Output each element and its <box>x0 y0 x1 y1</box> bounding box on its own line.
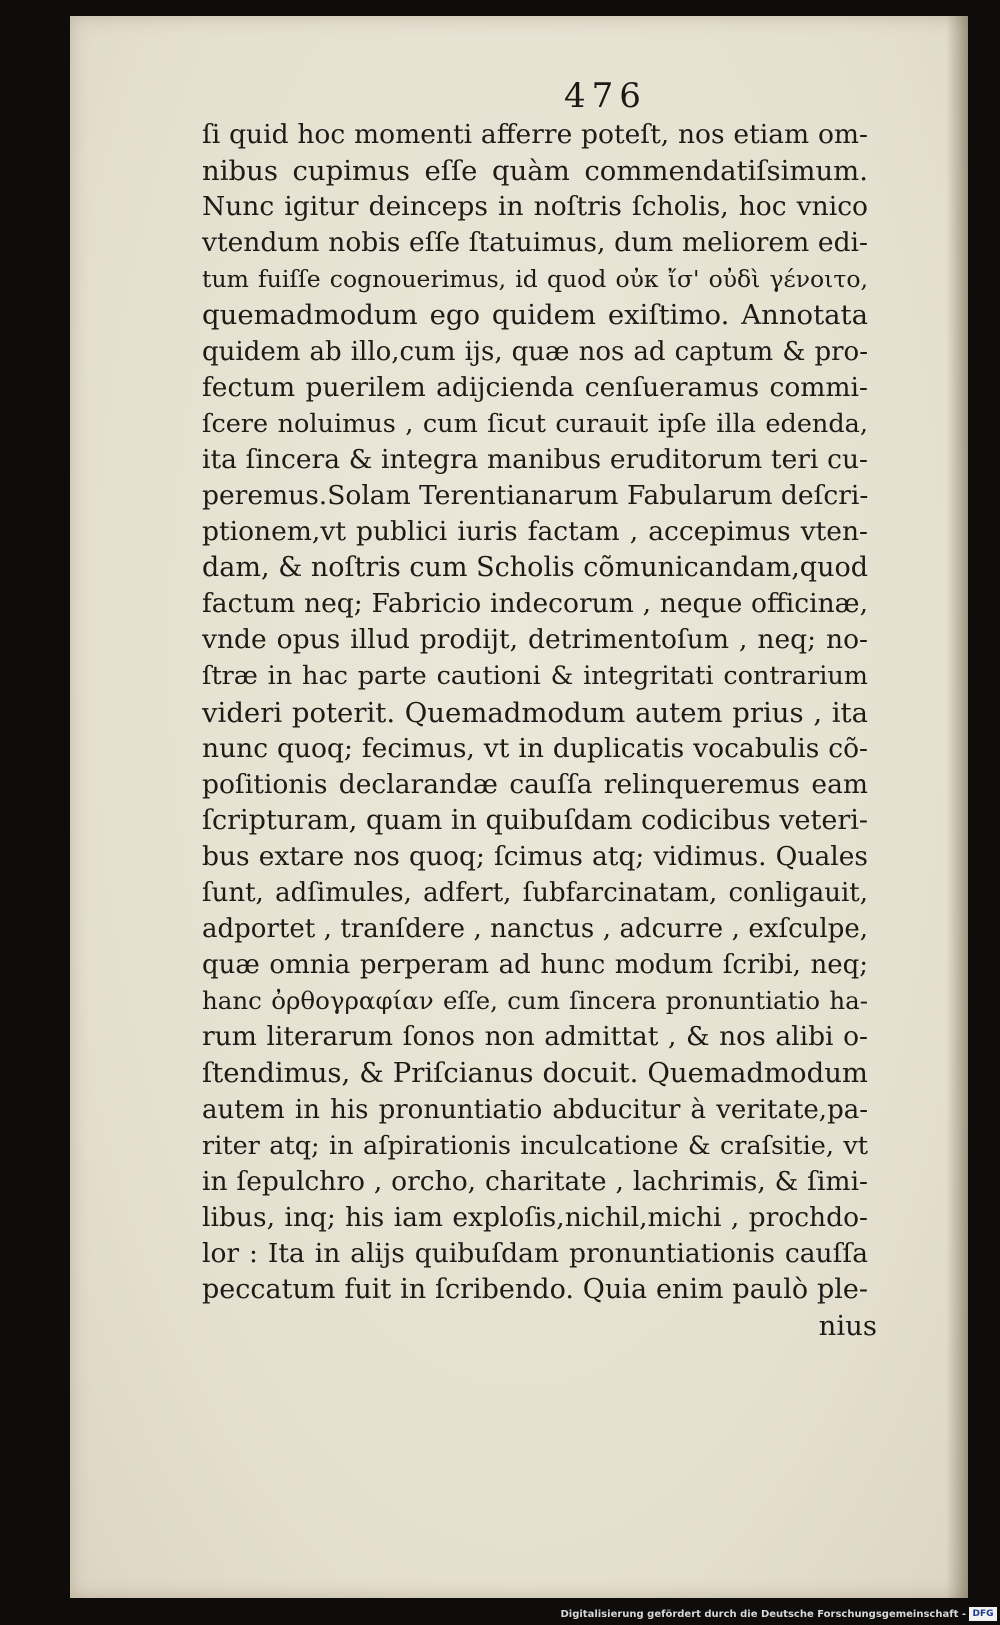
footer-credit: Digitalisierung gefördert durch die Deutsche Forschungsgemeinschaft - <box>560 1609 966 1620</box>
text-line: autem in his pronuntiatio abducitur à veritate,pa- <box>202 1094 868 1125</box>
dfg-logo: DFG <box>969 1607 997 1621</box>
text-line: vnde opus illud prodijt, detrimentoſum , neq; no- <box>202 624 868 656</box>
text-line: ſi quid hoc momenti afferre poteſt, nos etiam om- <box>202 119 868 150</box>
text-line: bus extare nos quoq; ſcimus atq; vidimus. Quales <box>202 840 868 872</box>
text-line: lor : Ita in alijs quibuſdam pronuntiationis cauſſa <box>202 1237 868 1269</box>
text-line: factum neq; Fabricio indecorum , neque officinæ, <box>202 588 868 620</box>
text-line: adportet , tranſdere , nanctus , adcurre , exſculpe, <box>202 914 868 945</box>
text-line: videri poterit. Quemadmodum autem prius , ita <box>202 696 868 729</box>
text-line: ſtendimus, & Priſcianus docuit. Quemadmodum <box>202 1057 868 1090</box>
text-line: in ſepulchro , orcho, charitate , lachrimis, & ſimi- <box>202 1165 868 1197</box>
text-line: nibus cupimus eſſe quàm commendatiſsimum. <box>202 155 868 188</box>
text-line: ſtræ in hac parte cautioni & integritati contrarium <box>202 661 868 692</box>
text-line: dam, & noſtris cum Scholis cõmunicandam,quod <box>202 552 868 584</box>
text-line: poſitionis declarandæ cauſſa relinqueremus eam <box>202 768 868 800</box>
text-line: peccatum fuit in ſcribendo. Quia enim paulò ple- <box>202 1274 868 1305</box>
text-line: vtendum nobis eſſe ſtatuimus, dum meliorem edi- <box>202 227 868 259</box>
catchword: nius <box>818 1310 877 1343</box>
body-text <box>202 117 977 1344</box>
text-line: Nunc igitur deinceps in noſtris ſcholis, hoc vnico <box>202 191 868 223</box>
text-line: quidem ab illo,cum ijs, quæ nos ad captum & pro- <box>202 336 868 367</box>
text-line: ita ſincera & integra manibus eruditorum teri cu- <box>202 443 868 475</box>
text-line: peremus.Solam Terentianarum Fabularum deſcri- <box>202 479 869 511</box>
text-line: rum literarum ſonos non admittat , & nos alibi o- <box>202 1021 868 1053</box>
text-line: riter atq; in aſpirationis inculcatione & craſsitie, vt <box>202 1130 868 1161</box>
text-line: fectum puerilem adijcienda cenſueramus commi- <box>202 371 868 403</box>
text-line: nunc quoq; fecimus, vt in duplicatis vocabulis cõ- <box>202 732 868 764</box>
text-line: ſcripturam, quam in quibuſdam codicibus veteri- <box>202 804 868 836</box>
text-line: quæ omnia perperam ad hunc modum ſcribi, neq; <box>202 950 868 981</box>
text-line: tum fuiſſe cognouerimus, id quod οὐκ ἴσ' οὐδὶ γένοιτο, <box>202 265 868 294</box>
text-line: ptionem,vt publici iuris factam , accepimus vten- <box>202 516 868 548</box>
text-line: ſunt, adſimules, adfert, ſubfarcinatam, conligauit, <box>202 877 868 908</box>
text-line: hanc ὀρθογραφίαν eſſe, cum ſincera pronuntiatio ha- <box>202 986 868 1016</box>
text-line: libus, inq; his iam exploſis,nichil,michi , prochdo- <box>202 1201 868 1233</box>
page-number: 476 <box>564 76 647 116</box>
text-line: ſcere noluimus , cum ſicut curauit ipſe illa edenda, <box>202 408 868 439</box>
text-line: quemadmodum ego quidem exiſtimo. Annotata <box>202 299 868 332</box>
